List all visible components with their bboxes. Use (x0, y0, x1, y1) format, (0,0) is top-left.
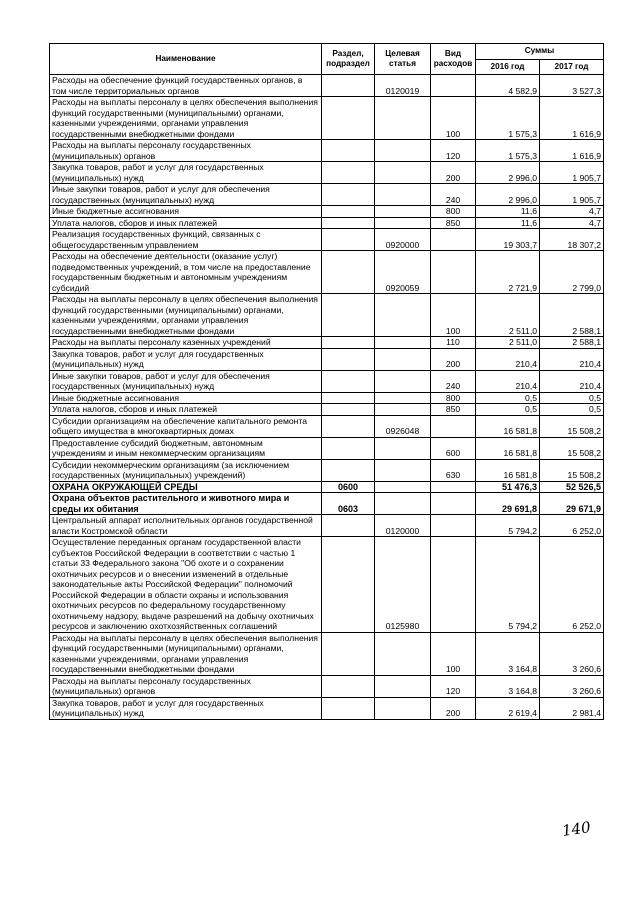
row-name: Расходы на выплаты персоналу государственных (муниципальных) органов (50, 675, 322, 697)
row-type: 200 (431, 162, 476, 184)
table-row (50, 404, 604, 416)
row-value-2016: 2 511,0 (476, 337, 540, 349)
table-row (50, 493, 604, 515)
row-target (375, 632, 431, 675)
row-value-2016: 1 575,3 (476, 97, 540, 140)
row-type (431, 75, 476, 97)
row-section (322, 415, 375, 437)
table-row (50, 481, 604, 493)
table-row (50, 206, 604, 218)
table-row (50, 217, 604, 229)
table-row (50, 537, 604, 633)
row-value-2017: 3 527,3 (540, 75, 604, 97)
row-section (322, 370, 375, 392)
row-value-2017: 210,4 (540, 348, 604, 370)
row-value-2017: 6 252,0 (540, 515, 604, 537)
row-type (431, 251, 476, 294)
row-name: Иные бюджетные ассигнования (50, 206, 322, 218)
row-value-2016: 11,6 (476, 217, 540, 229)
row-section (322, 675, 375, 697)
row-target (375, 481, 431, 493)
row-value-2017: 2 588,1 (540, 337, 604, 349)
row-value-2017: 18 307,2 (540, 229, 604, 251)
header-type: Вид расходов (431, 44, 476, 75)
row-target (375, 206, 431, 218)
row-section (322, 392, 375, 404)
row-value-2017: 15 508,2 (540, 459, 604, 481)
row-type: 600 (431, 437, 476, 459)
row-name: Осуществление переданных органам государственной власти субъектов Российской Федерации в соответствии с частью 1 статьи 33 Федерального закона "Об охоте и о сохранении охотничьих ресурсов и о внесении изменений в отдельные законодательные акты Российской Федерации" полномочий Российской Федерации в области охраны и использования охотничьих ресурсов по федеральному государственному охотничьему надзору, выдаче разрешений на добычу охотничьих ресурсов и заключению охотхозяйственных соглашений (50, 537, 322, 633)
row-type: 800 (431, 206, 476, 218)
row-target: 0920000 (375, 229, 431, 251)
table-row (50, 97, 604, 140)
row-target (375, 217, 431, 229)
row-name: Иные закупки товаров, работ и услуг для обеспечения государственных (муниципальных) нужд (50, 184, 322, 206)
row-type: 850 (431, 217, 476, 229)
row-type: 240 (431, 370, 476, 392)
table-row (50, 229, 604, 251)
table-row (50, 348, 604, 370)
table-row (50, 392, 604, 404)
row-name: Расходы на обеспечение функций государственных органов, в том числе территориальных органов (50, 75, 322, 97)
row-section (322, 75, 375, 97)
row-type: 630 (431, 459, 476, 481)
row-value-2017: 1 616,9 (540, 97, 604, 140)
table-row (50, 294, 604, 337)
row-value-2016: 4 582,9 (476, 75, 540, 97)
table-row (50, 337, 604, 349)
row-section (322, 632, 375, 675)
row-type (431, 415, 476, 437)
row-value-2016: 2 511,0 (476, 294, 540, 337)
row-name: Центральный аппарат исполнительных органов государственной власти Костромской области (50, 515, 322, 537)
table-row (50, 515, 604, 537)
row-value-2016: 16 581,8 (476, 459, 540, 481)
row-section (322, 229, 375, 251)
table-row (50, 459, 604, 481)
row-type (431, 229, 476, 251)
row-type: 850 (431, 404, 476, 416)
row-target: 0920059 (375, 251, 431, 294)
row-section (322, 294, 375, 337)
table-row (50, 415, 604, 437)
header-name: Наименование (50, 44, 322, 75)
row-value-2017: 3 260,6 (540, 675, 604, 697)
row-target (375, 370, 431, 392)
row-value-2017: 210,4 (540, 370, 604, 392)
row-type: 120 (431, 675, 476, 697)
row-target (375, 140, 431, 162)
row-value-2017: 4,7 (540, 217, 604, 229)
row-target: 0120000 (375, 515, 431, 537)
row-type: 100 (431, 97, 476, 140)
row-name: Субсидии организациям на обеспечение капитального ремонта общего имущества в многоквартирных домах (50, 415, 322, 437)
row-value-2017: 0,5 (540, 392, 604, 404)
row-name: Иные бюджетные ассигнования (50, 392, 322, 404)
table-row (50, 697, 604, 719)
row-value-2016: 51 476,3 (476, 481, 540, 493)
row-section: 0600 (322, 481, 375, 493)
header-sums: Суммы (476, 44, 604, 60)
row-name: Расходы на выплаты персоналу в целях обеспечения выполнения функций государственными (муниципальными) органами, казенными учреждениями, органами управления государственными внебюджетными фондами (50, 294, 322, 337)
row-type: 110 (431, 337, 476, 349)
row-value-2016: 210,4 (476, 348, 540, 370)
row-target (375, 459, 431, 481)
row-target (375, 493, 431, 515)
row-type (431, 493, 476, 515)
row-section (322, 162, 375, 184)
row-type: 100 (431, 294, 476, 337)
row-value-2016: 1 575,3 (476, 140, 540, 162)
row-value-2016: 2 996,0 (476, 162, 540, 184)
row-section (322, 437, 375, 459)
row-value-2016: 19 303,7 (476, 229, 540, 251)
row-section (322, 217, 375, 229)
row-type: 240 (431, 184, 476, 206)
row-target (375, 675, 431, 697)
table-row (50, 140, 604, 162)
row-value-2017: 0,5 (540, 404, 604, 416)
row-value-2017: 1 905,7 (540, 162, 604, 184)
row-value-2016: 2 996,0 (476, 184, 540, 206)
row-section (322, 184, 375, 206)
row-value-2017: 15 508,2 (540, 437, 604, 459)
row-target (375, 97, 431, 140)
row-name: Уплата налогов, сборов и иных платежей (50, 404, 322, 416)
row-type: 800 (431, 392, 476, 404)
row-target (375, 697, 431, 719)
row-value-2017: 3 260,6 (540, 632, 604, 675)
row-name: ОХРАНА ОКРУЖАЮЩЕЙ СРЕДЫ (50, 481, 322, 493)
row-section (322, 459, 375, 481)
row-value-2017: 2 799,0 (540, 251, 604, 294)
table-row (50, 437, 604, 459)
row-section (322, 97, 375, 140)
row-section (322, 348, 375, 370)
row-name: Расходы на выплаты персоналу казенных учреждений (50, 337, 322, 349)
page-number: 140 (560, 818, 592, 840)
row-value-2016: 2 721,9 (476, 251, 540, 294)
row-target (375, 294, 431, 337)
row-target (375, 348, 431, 370)
row-name: Реализация государственных функций, связанных с общегосударственным управлением (50, 229, 322, 251)
table-body (50, 75, 604, 720)
row-type (431, 515, 476, 537)
row-section (322, 537, 375, 633)
header-target: Целевая статья (375, 44, 431, 75)
row-target (375, 337, 431, 349)
row-target: 0120019 (375, 75, 431, 97)
row-value-2016: 0,5 (476, 404, 540, 416)
row-value-2017: 52 526,5 (540, 481, 604, 493)
row-value-2017: 1 616,9 (540, 140, 604, 162)
table-row (50, 75, 604, 97)
table-row (50, 632, 604, 675)
row-type: 120 (431, 140, 476, 162)
row-value-2016: 3 164,8 (476, 675, 540, 697)
row-value-2017: 15 508,2 (540, 415, 604, 437)
row-name: Расходы на обеспечение деятельности (оказание услуг) подведомственных учреждений, в том числе на предоставление государственным бюджетным и автономным учреждениям субсидий (50, 251, 322, 294)
row-value-2016: 5 794,2 (476, 537, 540, 633)
row-section (322, 697, 375, 719)
budget-table (49, 43, 604, 720)
table-header (50, 44, 604, 75)
row-value-2017: 6 252,0 (540, 537, 604, 633)
row-section (322, 140, 375, 162)
row-type: 200 (431, 697, 476, 719)
row-name: Уплата налогов, сборов и иных платежей (50, 217, 322, 229)
header-year-2017: 2017 год (540, 59, 604, 75)
row-value-2017: 4,7 (540, 206, 604, 218)
row-target: 0926048 (375, 415, 431, 437)
row-type (431, 481, 476, 493)
row-value-2016: 11,6 (476, 206, 540, 218)
row-value-2016: 16 581,8 (476, 437, 540, 459)
row-section (322, 404, 375, 416)
row-target (375, 392, 431, 404)
row-value-2016: 210,4 (476, 370, 540, 392)
table-row (50, 251, 604, 294)
row-target: 0125980 (375, 537, 431, 633)
row-name: Предоставление субсидий бюджетным, автономным учреждениям и иным некоммерческим организациям (50, 437, 322, 459)
table-row (50, 370, 604, 392)
row-section (322, 251, 375, 294)
row-name: Расходы на выплаты персоналу в целях обеспечения выполнения функций государственными (муниципальными) органами, казенными учреждениями, органами управления государственными внебюджетными фондами (50, 97, 322, 140)
row-name: Расходы на выплаты персоналу в целях обеспечения выполнения функций государственными (муниципальными) органами, казенными учреждениями, органами управления государственными внебюджетными фондами (50, 632, 322, 675)
row-section (322, 515, 375, 537)
row-value-2016: 5 794,2 (476, 515, 540, 537)
row-value-2017: 29 671,9 (540, 493, 604, 515)
row-section (322, 206, 375, 218)
row-value-2017: 2 588,1 (540, 294, 604, 337)
row-section (322, 337, 375, 349)
row-value-2016: 3 164,8 (476, 632, 540, 675)
row-name: Расходы на выплаты персоналу государственных (муниципальных) органов (50, 140, 322, 162)
header-section: Раздел, подраздел (322, 44, 375, 75)
row-name: Закупка товаров, работ и услуг для государственных (муниципальных) нужд (50, 697, 322, 719)
row-value-2016: 0,5 (476, 392, 540, 404)
table-row (50, 184, 604, 206)
row-value-2017: 1 905,7 (540, 184, 604, 206)
row-value-2017: 2 981,4 (540, 697, 604, 719)
row-name: Иные закупки товаров, работ и услуг для обеспечения государственных (муниципальных) нужд (50, 370, 322, 392)
row-name: Закупка товаров, работ и услуг для государственных (муниципальных) нужд (50, 162, 322, 184)
row-name: Охрана объектов растительного и животного мира и среды их обитания (50, 493, 322, 515)
row-type: 100 (431, 632, 476, 675)
row-type (431, 537, 476, 633)
row-target (375, 184, 431, 206)
row-target (375, 404, 431, 416)
table-row (50, 162, 604, 184)
table-row (50, 675, 604, 697)
row-name: Субсидии некоммерческим организациям (за исключением государственных (муниципальных) учреждений) (50, 459, 322, 481)
header-year-2016: 2016 год (476, 59, 540, 75)
row-name: Закупка товаров, работ и услуг для государственных (муниципальных) нужд (50, 348, 322, 370)
row-type: 200 (431, 348, 476, 370)
row-section: 0603 (322, 493, 375, 515)
row-value-2016: 2 619,4 (476, 697, 540, 719)
row-value-2016: 16 581,8 (476, 415, 540, 437)
row-value-2016: 29 691,8 (476, 493, 540, 515)
row-target (375, 437, 431, 459)
row-target (375, 162, 431, 184)
